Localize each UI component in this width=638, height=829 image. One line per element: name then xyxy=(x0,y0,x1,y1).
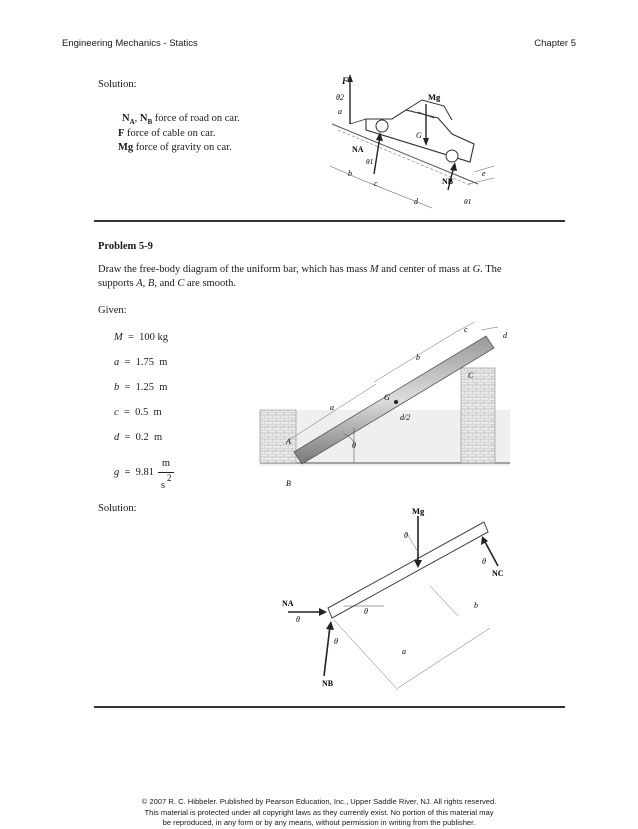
label-theta-a-fbd: θ xyxy=(296,615,300,624)
label-F: F xyxy=(342,76,349,86)
header-right: Chapter 5 xyxy=(534,38,576,49)
divider-bottom xyxy=(94,706,565,708)
solution-heading: Solution: xyxy=(98,79,137,90)
label-theta1b: θ1 xyxy=(464,197,472,206)
label-NA-car: NA xyxy=(352,145,364,154)
label-A-bar: A xyxy=(286,437,291,446)
label-b-fbd: b xyxy=(474,601,478,610)
label-NC-fbd: NC xyxy=(492,569,504,578)
label-NB-car: NB xyxy=(442,177,454,186)
problem-statement: Draw the free-body diagram of the uniform bar, which has mass M and center of mass at G. The supports A, B, and C are smooth. xyxy=(98,264,502,289)
force-def-cable: F force of cable on car. xyxy=(118,128,216,139)
label-b-bar: b xyxy=(416,353,420,362)
solution2-heading: Solution: xyxy=(98,503,137,514)
label-c-bar: c xyxy=(464,325,468,334)
force-def-normal: $N_A$, $N_B$ force of road on car. xyxy=(122,113,240,127)
given-g: g = 9.81 xyxy=(114,467,155,478)
label-B-bar: B xyxy=(286,479,291,488)
given-c: c = 0.5 m xyxy=(114,407,162,418)
bar-figure xyxy=(256,322,518,492)
header-left: Engineering Mechanics - Statics xyxy=(62,38,198,49)
label-theta-c-fbd: θ xyxy=(482,557,486,566)
label-NA-fbd: NA xyxy=(282,599,294,608)
given-b: b = 1.25 m xyxy=(114,382,168,393)
label-theta-mid-fbd: θ xyxy=(364,607,368,616)
given-a: a = 1.75 m xyxy=(114,357,168,368)
given-M: M = 100 kg xyxy=(114,332,169,343)
label-G-car: G xyxy=(416,131,422,140)
label-d-bar: d xyxy=(503,331,507,340)
label-a-fbd: a xyxy=(402,647,406,656)
given-label: Given: xyxy=(98,305,127,316)
label-theta-bar: θ xyxy=(352,441,356,450)
label-NB-fbd: NB xyxy=(322,679,334,688)
label-a-car: a xyxy=(338,107,342,116)
given-g-unit: m s 2 xyxy=(158,457,174,489)
label-d2-bar: d/2 xyxy=(400,413,411,422)
problem-title: Problem 5-9 xyxy=(98,241,153,252)
label-d-car: d xyxy=(414,197,418,206)
label-theta-b-fbd: θ xyxy=(334,637,338,646)
label-theta2: θ2 xyxy=(336,93,344,102)
copyright-footer: © 2007 R. C. Hibbeler. Published by Pearson Education, Inc., Upper Saddle River, NJ. All rights reserved. This material is protected under all copyright laws as they currently exist. No portion of this material may be reproduced, in any form or by any means, without permission in writing from the publisher. xyxy=(141,797,497,827)
label-Mg-fbd: Mg xyxy=(412,508,425,516)
label-e-car: e xyxy=(482,169,486,178)
car-fbd-figure xyxy=(322,72,498,210)
given-d: d = 0.2 m xyxy=(114,432,163,443)
label-C-bar: C xyxy=(468,371,474,380)
label-c-car: c xyxy=(374,179,378,188)
label-a-bar: a xyxy=(330,403,334,412)
bar-fbd-figure xyxy=(278,508,508,690)
label-b-car: b xyxy=(348,169,352,178)
divider-top xyxy=(94,220,565,222)
label-theta-top-fbd: θ xyxy=(404,531,408,540)
label-G-bar: G xyxy=(384,393,390,402)
label-theta1a: θ1 xyxy=(366,157,374,166)
label-Mg-car: Mg xyxy=(428,92,441,102)
force-def-gravity: Mg force of gravity on car. xyxy=(118,142,232,153)
